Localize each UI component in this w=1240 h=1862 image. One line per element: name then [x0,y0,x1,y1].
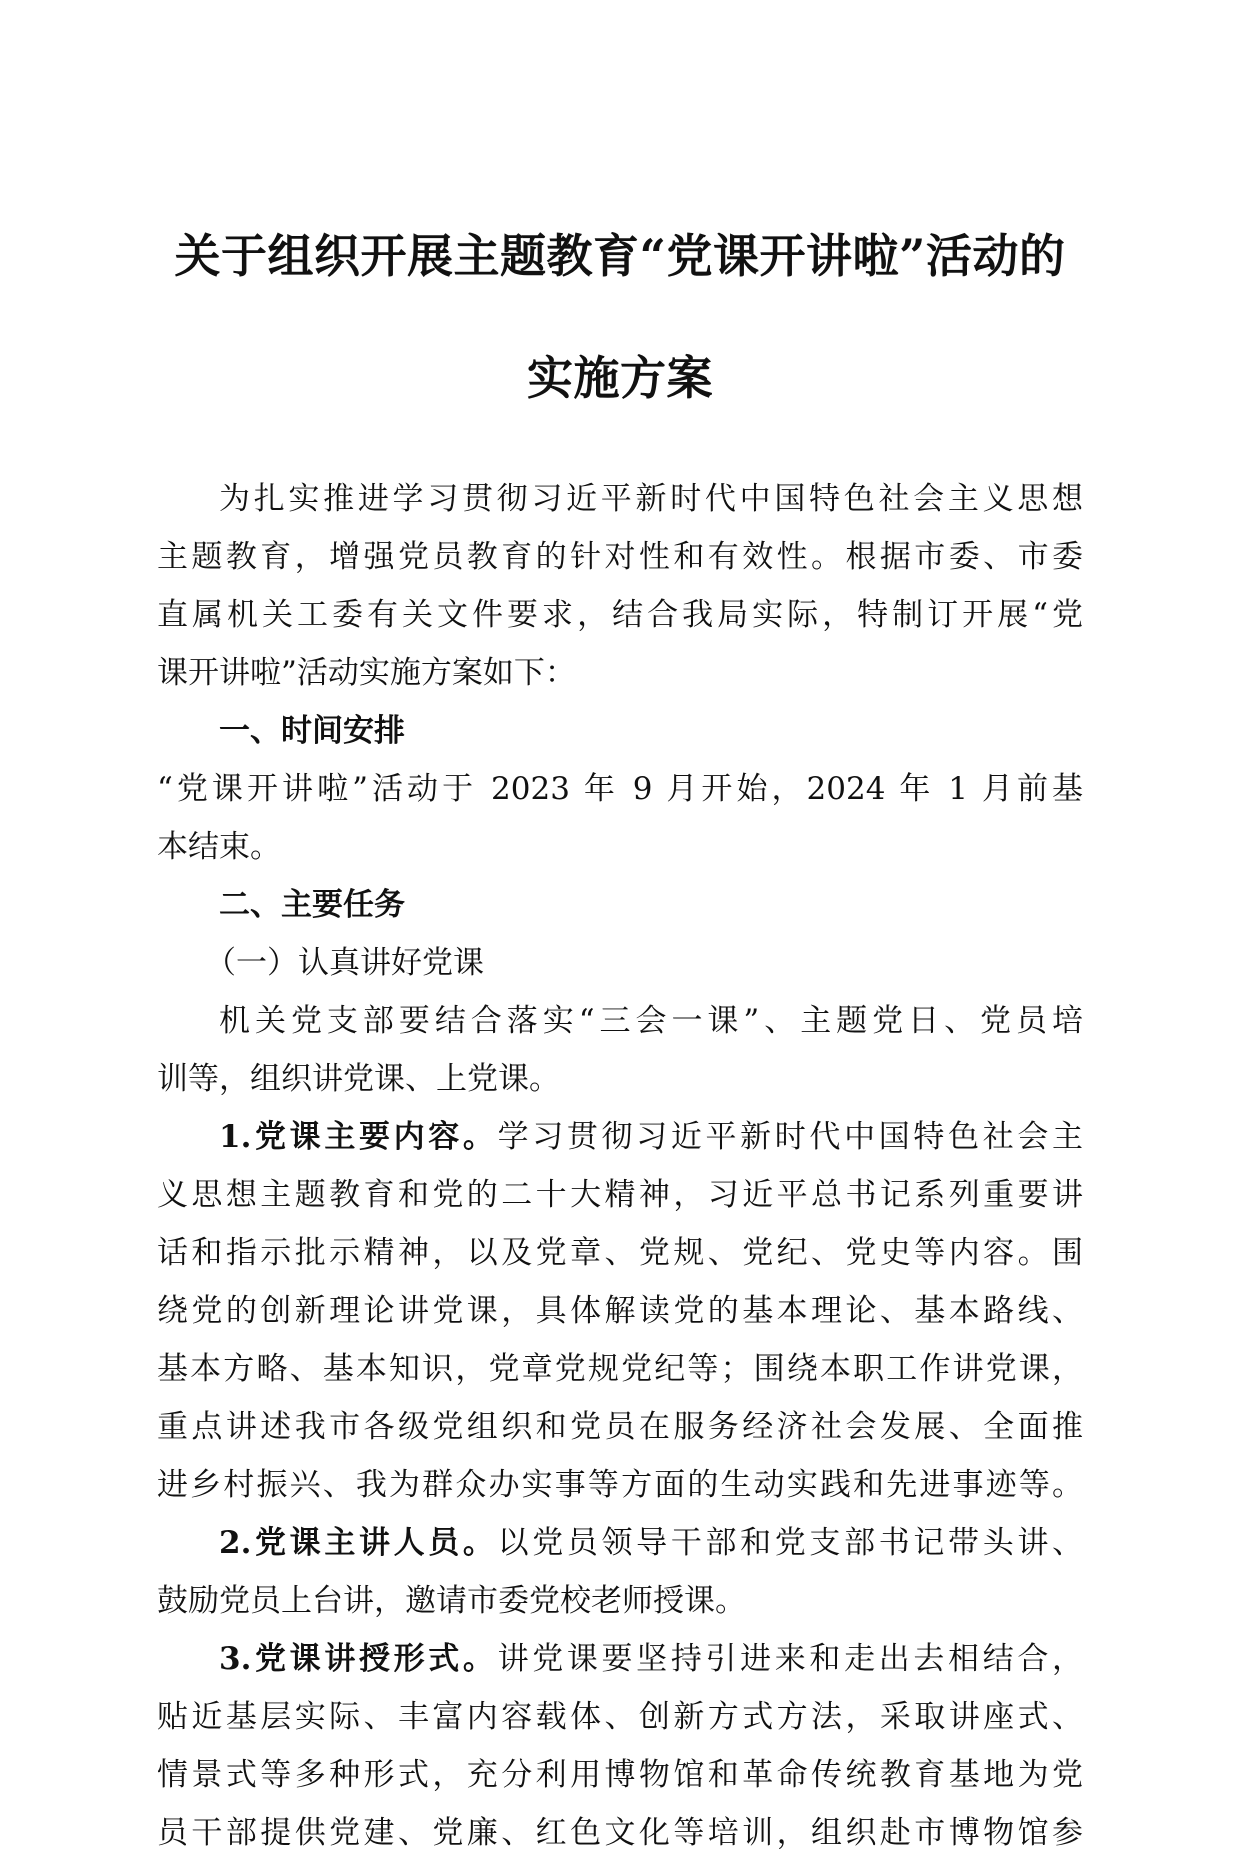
subsection-heading: （一）认真讲好党课 [205,945,484,981]
intro-line: 直属机关工委有关文件要求，结合我局实际，特制订开展“党 [157,597,1083,633]
item-1-label: 1.党课主要内容。 [219,1119,498,1155]
tasks-paragraph-line: 机关党支部要结合落实“三会一课”、主题党日、党员培 [219,1003,1083,1039]
item-2-line [157,1514,1083,1572]
item-1-line: 进乡村振兴、我为群众办实事等方面的生动实践和先进事迹等。 [157,1467,1083,1503]
section-heading-tasks: 二、主要任务 [219,887,405,923]
item-3-line: 情景式等多种形式，充分利用博物馆和革命传统教育基地为党 [157,1757,1083,1793]
tasks-paragraph-line: 训等，组织讲党课、上党课。 [157,1061,560,1097]
item-3-text: 讲党课要坚持引进来和走出去相结合， [497,1641,1083,1677]
item-3-line: 员干部提供党建、党廉、红色文化等培训，组织赴市博物馆参 [157,1815,1083,1851]
item-3-line [157,1630,1083,1688]
intro-line: 课开讲啦”活动实施方案如下： [157,655,576,691]
item-1-line: 话和指示批示精神，以及党章、党规、党纪、党史等内容。围 [157,1235,1083,1271]
item-3-line: 贴近基层实际、丰富内容载体、创新方式方法，采取讲座式、 [157,1699,1083,1735]
item-2-line: 鼓励党员上台讲，邀请市委党校老师授课。 [157,1583,746,1619]
item-3-label: 3.党课讲授形式。 [219,1641,498,1677]
item-2-label: 2.党课主讲人员。 [219,1525,498,1561]
item-1-line [157,1108,1083,1166]
document-title-line-2: 实施方案 [527,351,713,405]
schedule-line: “党课开讲啦”活动于 2023 年 9 月开始，2024 年 1 月前基 [157,771,1083,807]
section-heading-schedule: 一、时间安排 [219,713,405,749]
document-title-line-1: 关于组织开展主题教育“党课开讲啦”活动的 [174,229,1066,283]
schedule-line: 本结束。 [157,829,281,865]
intro-line: 主题教育，增强党员教育的针对性和有效性。根据市委、市委 [157,539,1083,575]
item-1-line: 绕党的创新理论讲党课，具体解读党的基本理论、基本路线、 [157,1293,1083,1329]
item-1-line: 基本方略、基本知识，党章党规党纪等；围绕本职工作讲党课， [157,1351,1083,1387]
item-1-text: 学习贯彻习近平新时代中国特色社会主 [497,1119,1083,1155]
item-1-line: 义思想主题教育和党的二十大精神，习近平总书记系列重要讲 [157,1177,1083,1213]
item-1-line: 重点讲述我市各级党组织和党员在服务经济社会发展、全面推 [157,1409,1083,1445]
intro-line: 为扎实推进学习贯彻习近平新时代中国特色社会主义思想 [219,481,1083,517]
document-body [157,470,1083,1862]
item-2-text: 以党员领导干部和党支部书记带头讲、 [497,1525,1083,1561]
